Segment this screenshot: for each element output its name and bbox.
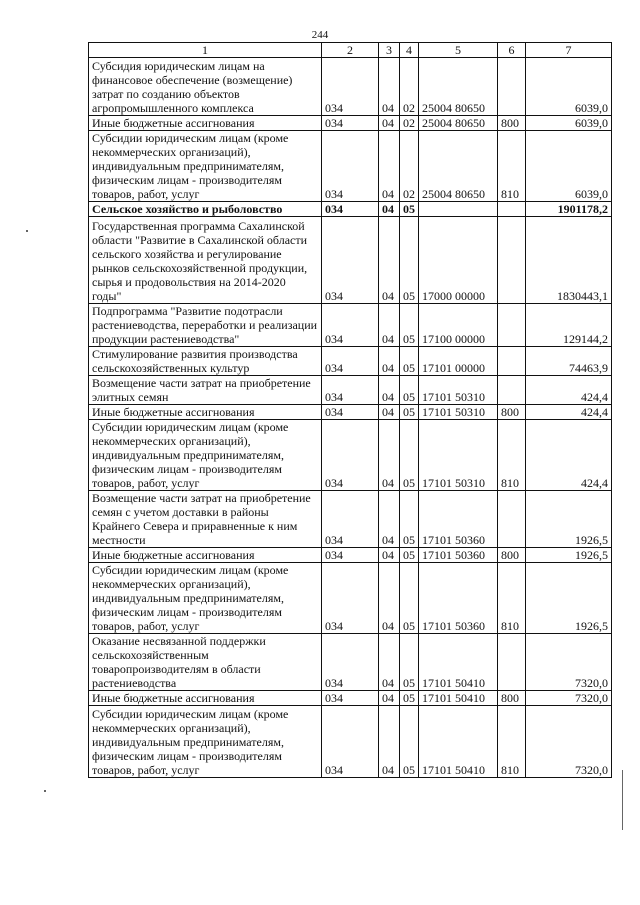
cell-target-code: 17000 00000 bbox=[419, 217, 498, 304]
cell-ministry: 034 bbox=[322, 491, 379, 548]
cell-name: Субсидии юридическим лицам (кроме некоммерческих организаций), индивидуальным предпринимателям, физическим лицам - производителям товаров, работ, услуг bbox=[89, 563, 322, 634]
cell-target-code: 17101 50360 bbox=[419, 548, 498, 563]
header-col-1: 1 bbox=[89, 43, 322, 58]
cell-subsection: 05 bbox=[400, 706, 419, 778]
cell-amount: 1830443,1 bbox=[526, 217, 612, 304]
cell-target-code: 17101 50410 bbox=[419, 706, 498, 778]
cell-name: Возмещение части затрат на приобретение семян с учетом доставки в районы Крайнего Севера и приравненные к ним местности bbox=[89, 491, 322, 548]
table-row bbox=[89, 58, 612, 116]
table-row bbox=[89, 202, 612, 217]
cell-expense-type bbox=[498, 202, 526, 217]
cell-name: Подпрограмма "Развитие подотрасли растениеводства, переработки и реализации продукции растениеводства" bbox=[89, 304, 322, 347]
cell-target-code: 17100 00000 bbox=[419, 304, 498, 347]
cell-expense-type bbox=[498, 217, 526, 304]
cell-target-code: 17101 00000 bbox=[419, 347, 498, 376]
cell-amount: 424,4 bbox=[526, 420, 612, 491]
header-col-4: 4 bbox=[400, 43, 419, 58]
cell-amount: 1926,5 bbox=[526, 548, 612, 563]
table-row bbox=[89, 634, 612, 691]
cell-target-code: 17101 50360 bbox=[419, 563, 498, 634]
table-row bbox=[89, 347, 612, 376]
cell-section: 04 bbox=[379, 405, 400, 420]
cell-name: Государственная программа Сахалинской области "Развитие в Сахалинской области сельского хозяйства и регулирование рынков сельскохозяйственной продукции, сырья и продовольствия на 2014-2020 годы" bbox=[89, 217, 322, 304]
cell-section: 04 bbox=[379, 548, 400, 563]
table-row bbox=[89, 131, 612, 202]
cell-target-code: 25004 80650 bbox=[419, 131, 498, 202]
cell-ministry: 034 bbox=[322, 304, 379, 347]
cell-subsection: 05 bbox=[400, 548, 419, 563]
cell-ministry: 034 bbox=[322, 420, 379, 491]
cell-ministry: 034 bbox=[322, 217, 379, 304]
cell-name: Возмещение части затрат на приобретение элитных семян bbox=[89, 376, 322, 405]
cell-ministry: 034 bbox=[322, 691, 379, 706]
cell-section: 04 bbox=[379, 202, 400, 217]
cell-ministry: 034 bbox=[322, 634, 379, 691]
cell-section: 04 bbox=[379, 691, 400, 706]
cell-subsection: 05 bbox=[400, 217, 419, 304]
header-col-3: 3 bbox=[379, 43, 400, 58]
cell-name: Субсидии юридическим лицам (кроме некоммерческих организаций), индивидуальным предпринимателям, физическим лицам - производителям товаров, работ, услуг bbox=[89, 420, 322, 491]
cell-subsection: 05 bbox=[400, 405, 419, 420]
cell-target-code bbox=[419, 202, 498, 217]
table-row bbox=[89, 405, 612, 420]
header-col-5: 5 bbox=[419, 43, 498, 58]
cell-target-code: 25004 80650 bbox=[419, 58, 498, 116]
cell-section: 04 bbox=[379, 304, 400, 347]
cell-expense-type bbox=[498, 634, 526, 691]
cell-subsection: 05 bbox=[400, 634, 419, 691]
cell-amount: 1926,5 bbox=[526, 563, 612, 634]
cell-expense-type: 800 bbox=[498, 691, 526, 706]
cell-expense-type bbox=[498, 347, 526, 376]
cell-expense-type bbox=[498, 58, 526, 116]
cell-amount: 6039,0 bbox=[526, 116, 612, 131]
cell-name: Иные бюджетные ассигнования bbox=[89, 548, 322, 563]
cell-amount: 1926,5 bbox=[526, 491, 612, 548]
cell-amount: 7320,0 bbox=[526, 706, 612, 778]
cell-amount: 6039,0 bbox=[526, 131, 612, 202]
cell-subsection: 05 bbox=[400, 304, 419, 347]
cell-section: 04 bbox=[379, 347, 400, 376]
header-col-7: 7 bbox=[526, 43, 612, 58]
cell-expense-type bbox=[498, 304, 526, 347]
cell-name: Стимулирование развития производства сельскохозяйственных культур bbox=[89, 347, 322, 376]
cell-name: Субсидии юридическим лицам (кроме некоммерческих организаций), индивидуальным предпринимателям, физическим лицам - производителям товаров, работ, услуг bbox=[89, 131, 322, 202]
cell-amount: 7320,0 bbox=[526, 634, 612, 691]
cell-ministry: 034 bbox=[322, 376, 379, 405]
cell-name: Иные бюджетные ассигнования bbox=[89, 691, 322, 706]
cell-ministry: 034 bbox=[322, 131, 379, 202]
cell-target-code: 17101 50360 bbox=[419, 491, 498, 548]
cell-section: 04 bbox=[379, 706, 400, 778]
cell-target-code: 17101 50410 bbox=[419, 634, 498, 691]
cell-ministry: 034 bbox=[322, 58, 379, 116]
table-row bbox=[89, 116, 612, 131]
cell-target-code: 17101 50310 bbox=[419, 420, 498, 491]
scan-speck bbox=[622, 770, 623, 830]
cell-ministry: 034 bbox=[322, 202, 379, 217]
table-row bbox=[89, 420, 612, 491]
cell-expense-type bbox=[498, 491, 526, 548]
cell-expense-type: 810 bbox=[498, 420, 526, 491]
header-col-2: 2 bbox=[322, 43, 379, 58]
cell-target-code: 17101 50410 bbox=[419, 691, 498, 706]
cell-expense-type: 810 bbox=[498, 563, 526, 634]
cell-expense-type: 810 bbox=[498, 706, 526, 778]
table-row bbox=[89, 563, 612, 634]
table-row bbox=[89, 706, 612, 778]
cell-expense-type: 800 bbox=[498, 548, 526, 563]
scan-speck bbox=[44, 790, 46, 792]
cell-expense-type: 810 bbox=[498, 131, 526, 202]
table-row bbox=[89, 491, 612, 548]
cell-section: 04 bbox=[379, 58, 400, 116]
cell-name: Оказание несвязанной поддержки сельскохозяйственным товаропроизводителям в области растениеводства bbox=[89, 634, 322, 691]
cell-ministry: 034 bbox=[322, 347, 379, 376]
cell-amount: 6039,0 bbox=[526, 58, 612, 116]
cell-amount: 424,4 bbox=[526, 376, 612, 405]
table-row bbox=[89, 691, 612, 706]
cell-subsection: 02 bbox=[400, 116, 419, 131]
cell-name: Субсидии юридическим лицам (кроме некоммерческих организаций), индивидуальным предпринимателям, физическим лицам - производителям товаров, работ, услуг bbox=[89, 706, 322, 778]
cell-name: Субсидия юридическим лицам на финансовое обеспечение (возмещение) затрат по созданию объектов агропромышленного комплекса bbox=[89, 58, 322, 116]
cell-section: 04 bbox=[379, 634, 400, 691]
cell-target-code: 17101 50310 bbox=[419, 405, 498, 420]
cell-section: 04 bbox=[379, 563, 400, 634]
cell-subsection: 05 bbox=[400, 563, 419, 634]
cell-amount: 1901178,2 bbox=[526, 202, 612, 217]
cell-name: Иные бюджетные ассигнования bbox=[89, 116, 322, 131]
cell-amount: 424,4 bbox=[526, 405, 612, 420]
cell-subsection: 05 bbox=[400, 491, 419, 548]
scan-speck bbox=[26, 230, 28, 232]
page-number: 244 bbox=[311, 29, 329, 41]
table-row bbox=[89, 217, 612, 304]
cell-expense-type bbox=[498, 376, 526, 405]
cell-target-code: 25004 80650 bbox=[419, 116, 498, 131]
cell-subsection: 05 bbox=[400, 202, 419, 217]
cell-ministry: 034 bbox=[322, 116, 379, 131]
cell-expense-type: 800 bbox=[498, 405, 526, 420]
table-row bbox=[89, 548, 612, 563]
cell-subsection: 02 bbox=[400, 131, 419, 202]
cell-name: Иные бюджетные ассигнования bbox=[89, 405, 322, 420]
header-row bbox=[89, 43, 612, 58]
cell-ministry: 034 bbox=[322, 405, 379, 420]
cell-amount: 74463,9 bbox=[526, 347, 612, 376]
cell-amount: 7320,0 bbox=[526, 691, 612, 706]
cell-name: Сельское хозяйство и рыболовство bbox=[89, 202, 322, 217]
cell-ministry: 034 bbox=[322, 563, 379, 634]
cell-section: 04 bbox=[379, 131, 400, 202]
cell-subsection: 05 bbox=[400, 376, 419, 405]
cell-subsection: 05 bbox=[400, 691, 419, 706]
table-row bbox=[89, 304, 612, 347]
cell-section: 04 bbox=[379, 420, 400, 491]
cell-section: 04 bbox=[379, 217, 400, 304]
cell-section: 04 bbox=[379, 376, 400, 405]
cell-subsection: 02 bbox=[400, 58, 419, 116]
budget-table bbox=[88, 42, 612, 778]
table-row bbox=[89, 376, 612, 405]
cell-subsection: 05 bbox=[400, 347, 419, 376]
cell-section: 04 bbox=[379, 491, 400, 548]
header-col-6: 6 bbox=[498, 43, 526, 58]
cell-ministry: 034 bbox=[322, 548, 379, 563]
cell-amount: 129144,2 bbox=[526, 304, 612, 347]
cell-expense-type: 800 bbox=[498, 116, 526, 131]
cell-target-code: 17101 50310 bbox=[419, 376, 498, 405]
cell-subsection: 05 bbox=[400, 420, 419, 491]
cell-section: 04 bbox=[379, 116, 400, 131]
cell-ministry: 034 bbox=[322, 706, 379, 778]
